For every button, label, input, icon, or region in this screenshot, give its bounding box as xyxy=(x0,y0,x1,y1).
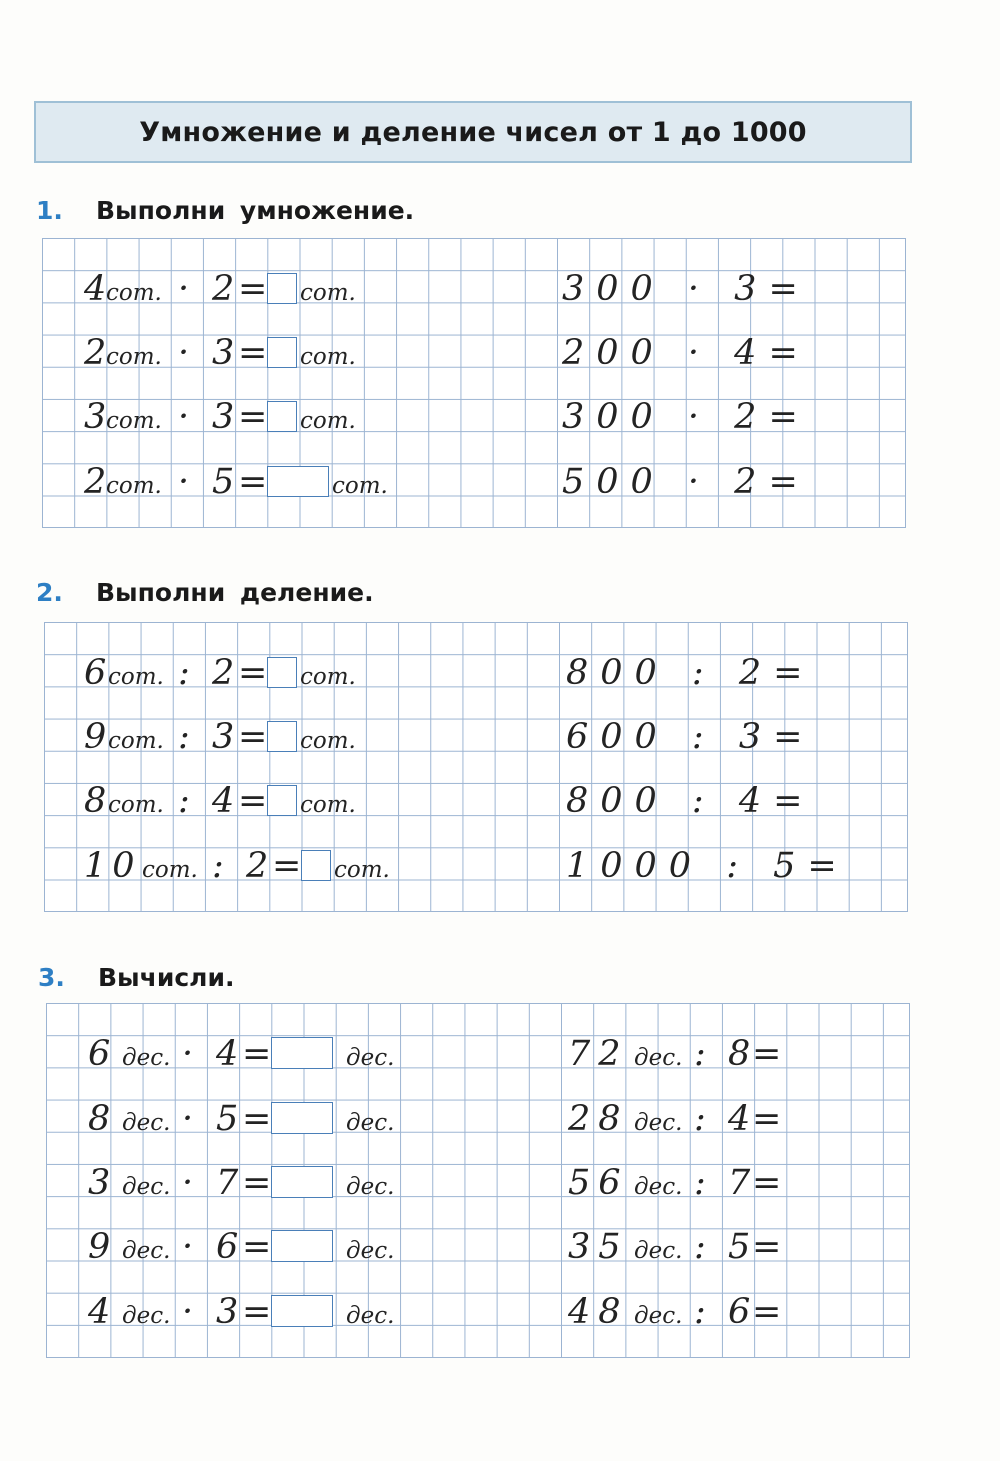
task-1-number: 1. xyxy=(36,196,63,225)
task-2-heading xyxy=(36,578,374,607)
operator: · xyxy=(178,462,190,502)
equals-sign: = xyxy=(238,462,268,502)
operand-b: 5 xyxy=(212,462,235,502)
operator: · xyxy=(182,1163,194,1203)
unit-label: дес. xyxy=(346,1045,395,1071)
operand-a: 3 xyxy=(88,1163,111,1203)
equals-sign: = xyxy=(752,1099,782,1139)
operand-a: 3 xyxy=(84,397,107,437)
operand-a: 8 xyxy=(84,781,107,821)
task-1-instruction: Выполни умножение. xyxy=(96,196,415,225)
operand-b: 3 xyxy=(212,333,235,373)
unit-label: дес. xyxy=(346,1238,395,1264)
unit-label: дес. xyxy=(122,1238,171,1264)
equals-sign: = xyxy=(752,1034,782,1074)
unit-label: сот. xyxy=(300,344,356,370)
operator: · xyxy=(178,333,190,373)
answer-box[interactable] xyxy=(271,1102,333,1134)
unit-label: дес. xyxy=(346,1110,395,1136)
equals-sign: = xyxy=(242,1227,272,1267)
unit-label: сот. xyxy=(106,473,162,499)
operator: : xyxy=(178,653,190,693)
operand-a: 72 xyxy=(568,1034,629,1074)
task-3-heading xyxy=(38,963,235,992)
unit-label: сот. xyxy=(334,857,390,883)
operand-b: 7 xyxy=(728,1163,751,1203)
equals-sign: = xyxy=(752,1292,782,1332)
operand-a: 6 xyxy=(84,653,107,693)
operator: : xyxy=(178,781,190,821)
topic-header xyxy=(34,101,912,163)
answer-box[interactable] xyxy=(267,337,297,368)
operand-b: 2 xyxy=(212,269,235,309)
operator: · xyxy=(182,1227,194,1267)
equals-sign: = xyxy=(752,1163,782,1203)
operand-b: 5 xyxy=(728,1227,751,1267)
equals-sign: = xyxy=(242,1292,272,1332)
operand-a: 6 xyxy=(88,1034,111,1074)
operand-a: 2 xyxy=(84,462,107,502)
answer-box[interactable] xyxy=(267,785,297,816)
unit-label: сот. xyxy=(300,728,356,754)
task-2-expression: 800 : 2= xyxy=(566,653,815,693)
unit-label: сот. xyxy=(300,792,356,818)
operator: : xyxy=(694,1292,706,1332)
task-1-heading xyxy=(36,196,414,225)
operand-a: 9 xyxy=(84,717,107,757)
task-1-expression: 500 · 2= xyxy=(562,462,810,502)
operator: · xyxy=(178,269,190,309)
task-2-expression: 1000 : 5= xyxy=(566,846,849,886)
operand-b: 4 xyxy=(728,1099,751,1139)
operand-a: 35 xyxy=(568,1227,629,1267)
operand-a: 8 xyxy=(88,1099,111,1139)
operand-b: 2 xyxy=(246,846,269,886)
unit-label: дес. xyxy=(122,1045,171,1071)
task-1-expression: 300 · 2= xyxy=(562,397,810,437)
task-2-number: 2. xyxy=(36,578,63,607)
unit-label: сот. xyxy=(142,857,198,883)
operand-b: 6 xyxy=(216,1227,239,1267)
operator: · xyxy=(182,1034,194,1074)
answer-box[interactable] xyxy=(271,1230,333,1262)
unit-label: дес. xyxy=(634,1303,683,1329)
unit-label: дес. xyxy=(346,1174,395,1200)
answer-box[interactable] xyxy=(271,1295,333,1327)
operand-b: 4 xyxy=(216,1034,239,1074)
equals-sign: = xyxy=(272,846,302,886)
operand-a: 48 xyxy=(568,1292,629,1332)
operator: · xyxy=(178,397,190,437)
operand-b: 3 xyxy=(212,717,235,757)
operand-b: 8 xyxy=(728,1034,751,1074)
operand-b: 3 xyxy=(216,1292,239,1332)
equals-sign: = xyxy=(238,397,268,437)
operand-a: 4 xyxy=(84,269,107,309)
task-2-expression: 800 : 4= xyxy=(566,781,815,821)
operand-a: 4 xyxy=(88,1292,111,1332)
equals-sign: = xyxy=(242,1163,272,1203)
unit-label: сот. xyxy=(332,473,388,499)
equals-sign: = xyxy=(752,1227,782,1267)
unit-label: дес. xyxy=(346,1303,395,1329)
unit-label: сот. xyxy=(108,664,164,690)
unit-label: дес. xyxy=(634,1174,683,1200)
unit-label: сот. xyxy=(300,408,356,434)
operand-b: 2 xyxy=(212,653,235,693)
operand-b: 7 xyxy=(216,1163,239,1203)
answer-box[interactable] xyxy=(267,721,297,752)
operator: : xyxy=(178,717,190,757)
topic-title: Умножение и деление чисел от 1 до 1000 xyxy=(139,116,807,148)
equals-sign: = xyxy=(238,717,268,757)
unit-label: дес. xyxy=(122,1303,171,1329)
unit-label: сот. xyxy=(108,728,164,754)
equals-sign: = xyxy=(238,781,268,821)
answer-box[interactable] xyxy=(271,1037,333,1069)
unit-label: сот. xyxy=(106,344,162,370)
equals-sign: = xyxy=(238,333,268,373)
operator: : xyxy=(694,1099,706,1139)
equals-sign: = xyxy=(238,269,268,309)
task-3-number: 3. xyxy=(38,963,65,992)
operand-a: 9 xyxy=(88,1227,111,1267)
unit-label: дес. xyxy=(634,1238,683,1264)
operator: · xyxy=(182,1292,194,1332)
operand-b: 5 xyxy=(216,1099,239,1139)
operand-a: 10 xyxy=(84,846,141,886)
unit-label: дес. xyxy=(122,1174,171,1200)
unit-label: сот. xyxy=(108,792,164,818)
unit-label: дес. xyxy=(634,1110,683,1136)
operator: : xyxy=(694,1227,706,1267)
operand-b: 3 xyxy=(212,397,235,437)
unit-label: сот. xyxy=(106,408,162,434)
task-2-expression: 600 : 3= xyxy=(566,717,815,757)
answer-box[interactable] xyxy=(267,466,329,497)
unit-label: сот. xyxy=(300,664,356,690)
operator: : xyxy=(212,846,224,886)
unit-label: дес. xyxy=(122,1110,171,1136)
equals-sign: = xyxy=(242,1099,272,1139)
equals-sign: = xyxy=(238,653,268,693)
equals-sign: = xyxy=(242,1034,272,1074)
task-1-expression: 200 · 4= xyxy=(562,333,810,373)
task-2-instruction: Выполни деление. xyxy=(96,578,374,607)
operand-a: 28 xyxy=(568,1099,629,1139)
task-1-expression: 300 · 3= xyxy=(562,269,810,309)
answer-box[interactable] xyxy=(267,401,297,432)
operand-b: 4 xyxy=(212,781,235,821)
unit-label: сот. xyxy=(300,280,356,306)
task-3-instruction: Вычисли. xyxy=(98,963,235,992)
answer-box[interactable] xyxy=(267,273,297,304)
operator: : xyxy=(694,1163,706,1203)
operand-a: 2 xyxy=(84,333,107,373)
unit-label: дес. xyxy=(634,1045,683,1071)
operator: : xyxy=(694,1034,706,1074)
answer-box[interactable] xyxy=(267,657,297,688)
operand-b: 6 xyxy=(728,1292,751,1332)
answer-box[interactable] xyxy=(301,850,331,881)
operator: · xyxy=(182,1099,194,1139)
operand-a: 56 xyxy=(568,1163,629,1203)
answer-box[interactable] xyxy=(271,1166,333,1198)
unit-label: сот. xyxy=(106,280,162,306)
